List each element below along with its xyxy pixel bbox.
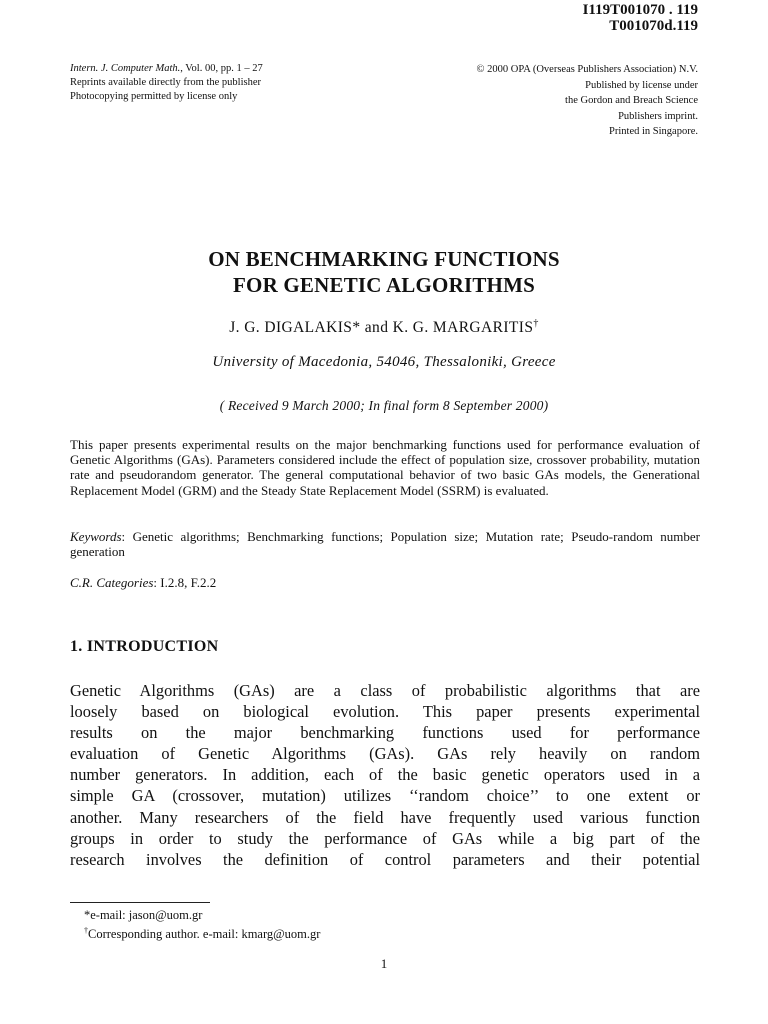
cr-categories xyxy=(70,575,700,590)
intro-line: groups in order to study the performance of GAs while a big part of the xyxy=(70,828,700,848)
intro-line: research involves the definition of control parameters and their potential xyxy=(70,849,700,869)
document-id-1: I119T001070 . 119 xyxy=(582,2,698,18)
footnote-1 xyxy=(84,908,320,923)
author-1: J. G. DIGALAKIS xyxy=(229,319,353,337)
introduction-paragraph xyxy=(70,680,700,870)
document-id-block xyxy=(583,2,698,34)
footnote-divider xyxy=(70,902,210,903)
intro-line: number generators. In addition, each of the basic genetic operators used in a xyxy=(70,765,700,785)
footnote-1-mark: * xyxy=(84,908,91,922)
keywords-text: : Genetic algorithms; Benchmarking functions; Population size; Mutation rate; Pseudo-random number generation xyxy=(70,529,700,560)
keywords xyxy=(70,529,700,559)
publisher-header-right xyxy=(477,62,698,140)
reprints-note: Reprints available directly from the publisher xyxy=(70,77,261,88)
footnotes xyxy=(84,908,320,942)
footnote-2-mark: † xyxy=(84,926,88,935)
keywords-label: Keywords xyxy=(70,529,122,544)
author-conjunction: and xyxy=(360,319,393,337)
footnote-2-text: Corresponding author. e-mail: kmarg@uom.gr xyxy=(88,927,321,942)
journal-volume: , Vol. 00, pp. 1 – 27 xyxy=(180,63,263,74)
journal-header-left xyxy=(70,62,263,104)
journal-name: Intern. J. Computer Math. xyxy=(70,63,181,74)
publisher-line-4: Publishers imprint. xyxy=(618,110,698,122)
intro-line: another. Many researchers of the field have frequently used various function xyxy=(70,807,700,827)
printed-in-line: Printed in Singapore. xyxy=(609,126,698,137)
document-id-2: T001070d.119 xyxy=(609,18,698,34)
section-heading: 1. INTRODUCTION xyxy=(70,638,219,655)
categories-text: : I.2.8, F.2.2 xyxy=(153,575,217,590)
copyright-line: © 2000 OPA (Overseas Publishers Association) N.V. xyxy=(476,64,698,75)
footnote-1-text: e-mail: jason@uom.gr xyxy=(90,908,203,922)
footnote-2 xyxy=(84,923,320,942)
title-line-2: FOR GENETIC ALGORITHMS xyxy=(233,273,535,297)
journal-citation xyxy=(70,62,263,76)
author-1-mark: * xyxy=(352,319,361,337)
publisher-line-3: the Gordon and Breach Science xyxy=(565,95,698,106)
intro-line: evaluation of Genetic Algorithms (GAs). GAs rely heavily on random xyxy=(70,744,700,764)
publisher-line-2: Published by license under xyxy=(585,79,698,91)
categories-label: C.R. Categories xyxy=(70,575,154,590)
intro-line: Genetic Algorithms (GAs) are a class of probabilistic algorithms that are xyxy=(70,681,700,700)
author-line xyxy=(0,318,768,337)
affiliation: University of Macedonia, 54046, Thessaloniki, Greece xyxy=(212,354,556,370)
paper-title xyxy=(0,246,768,298)
author-2-mark: † xyxy=(533,318,539,329)
photocopy-note: Photocopying permitted by license only xyxy=(70,91,238,102)
abstract: This paper presents experimental results on the major benchmarking functions used for performance evaluation of Genetic Algorithms (GAs). Parameters considered include the effect of population size, crossover probability, mutation rate and pseudorandom generator. The general computational behavior of two basic GAs models, the Generational Replacement Model (GRM) and the Steady State Replacement Model (SSRM) is evaluated. xyxy=(70,437,700,498)
intro-line: results on the major benchmarking functions used for performance xyxy=(70,723,700,743)
intro-line: loosely based on biological evolution. This paper presents experimental xyxy=(70,702,700,722)
intro-line: simple GA (crossover, mutation) utilizes ‘‘random choice’’ to one extent or xyxy=(70,786,700,806)
page-number: 1 xyxy=(380,956,388,971)
author-2: K. G. MARGARITIS xyxy=(392,319,534,337)
title-line-1: ON BENCHMARKING FUNCTIONS xyxy=(208,247,560,271)
received-dates: ( Received 9 March 2000; In final form 8 September 2000) xyxy=(219,398,549,413)
